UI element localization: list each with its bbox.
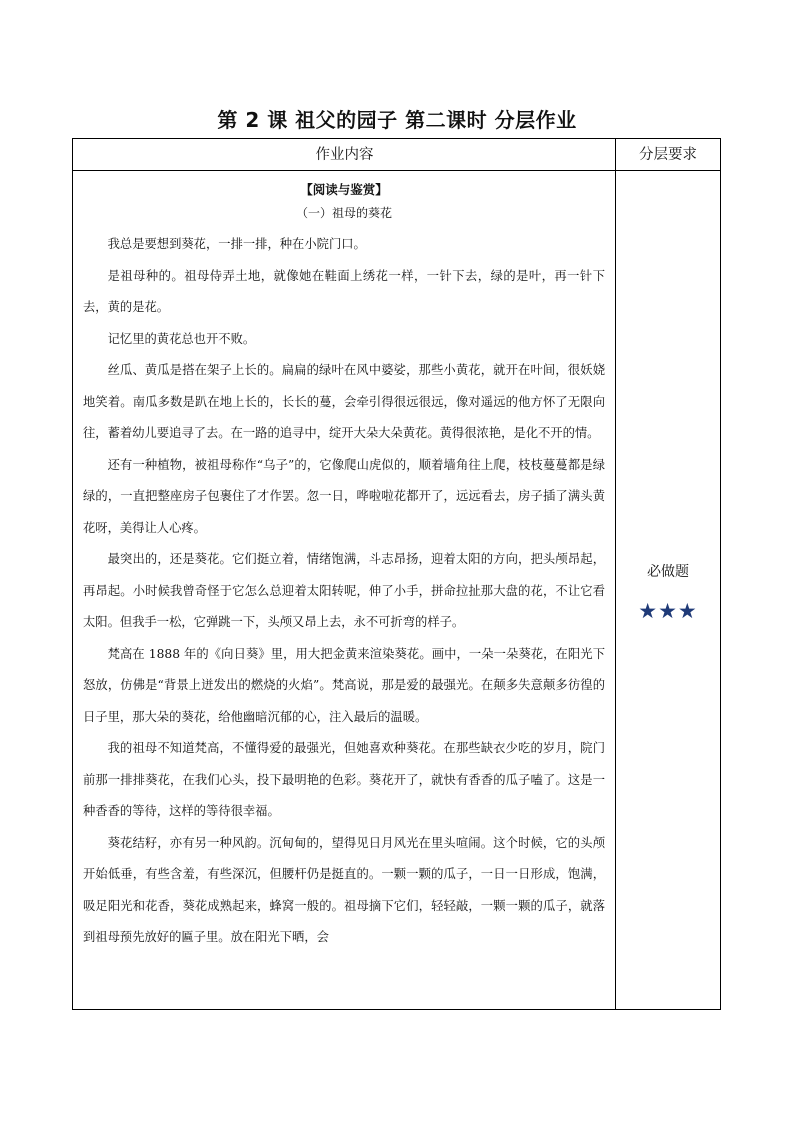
header-homework-content: 作业内容 — [73, 139, 616, 171]
homework-table — [72, 138, 721, 1010]
passage-paragraph: 还有一种植物，被祖母称作“乌子”的，它像爬山虎似的，顺着墙角往上爬，枝枝蔓蔓都是绿绿的，一直把整座房子包裹住了才作罢。忽一日，哗啦啦花都开了，远远看去，房子插了满头黄花呀，美得让人心疼。 — [83, 457, 605, 535]
level-requirement-cell — [616, 171, 720, 1009]
passage-paragraph: 是祖母种的。祖母侍弄土地，就像她在鞋面上绣花一样，一针下去，绿的是叶，再一针下去，黄的是花。 — [83, 268, 605, 314]
passage-paragraph: 最突出的，还是葵花。它们挺立着，情绪饱满，斗志昂扬，迎着太阳的方向，把头颅昂起，再昂起。小时候我曾奇怪于它怎么总迎着太阳转呢，伸了小手，拼命拉扯那大盘的花，不让它看太阳。但我手一松，它弹跳一下，头颅又昂上去，永不可折弯的样子。 — [83, 552, 605, 629]
homework-content-cell — [73, 171, 615, 1009]
passage-title: （一）祖母的葵花 — [295, 206, 392, 220]
passage-paragraph: 梵高在 1888 年的《向日葵》里，用大把金黄来渲染葵花。画中，一朵一朵葵花，在阳光下怒放，仿佛是“背景上迸发出的燃烧的火焰”。梵高说，那是爱的最强光。在颠多失意颠多彷徨的日子里，那大朵的葵花，给他幽暗沉郁的心，注入最后的温暖。 — [83, 646, 605, 724]
passage-paragraph: 我总是要想到葵花，一排一排，种在小院门口。 — [107, 237, 366, 251]
requirement-label: 必做题 — [647, 564, 689, 580]
passage-paragraph: 记忆里的黄花总也开不败。 — [107, 331, 256, 346]
page-title: 第 2 课 祖父的园子 第二课时 分层作业 — [217, 108, 577, 132]
passage-paragraph: 我的祖母不知道梵高，不懂得爱的最强光，但她喜欢种葵花。在那些缺衣少吃的岁月，院门前那一排排葵花，在我们心头，投下最明艳的色彩。葵花开了，就快有香香的瓜子嗑了。这是一种香香的等待，这样的等待很幸福。 — [83, 741, 605, 818]
passage-paragraph: 丝瓜、黄瓜是搭在架子上长的。扁扁的绿叶在风中婆娑，那些小黄花，就开在叶间，很妖娆地笑着。南瓜多数是趴在地上长的，长长的蔓，会牵引得很远很远，像对遥远的他方怀了无限向往，蓄着幼儿要追寻了去。在一路的追寻中，绽开大朵大朵黄花。黄得很浓艳，是化不开的情。 — [83, 363, 605, 440]
section-title: 【阅读与鉴赏】 — [300, 182, 388, 197]
difficulty-stars-icon: ★★★ — [638, 599, 698, 623]
passage-paragraph: 葵花结籽，亦有另一种风韵。沉甸甸的，望得见日月风光在里头喧闹。这个时候，它的头颅开始低垂，有些含羞，有些深沉，但腰杆仍是挺直的。一颗一颗的瓜子，一日一日形成，饱满，吸足阳光和花香，葵花成熟起来，蜂窝一般的。祖母摘下它们，轻轻敲，一颗一颗的瓜子，就落到祖母预先放好的匾子里。放在阳光下晒，会 — [83, 835, 605, 944]
header-level-requirement: 分层要求 — [616, 139, 720, 171]
